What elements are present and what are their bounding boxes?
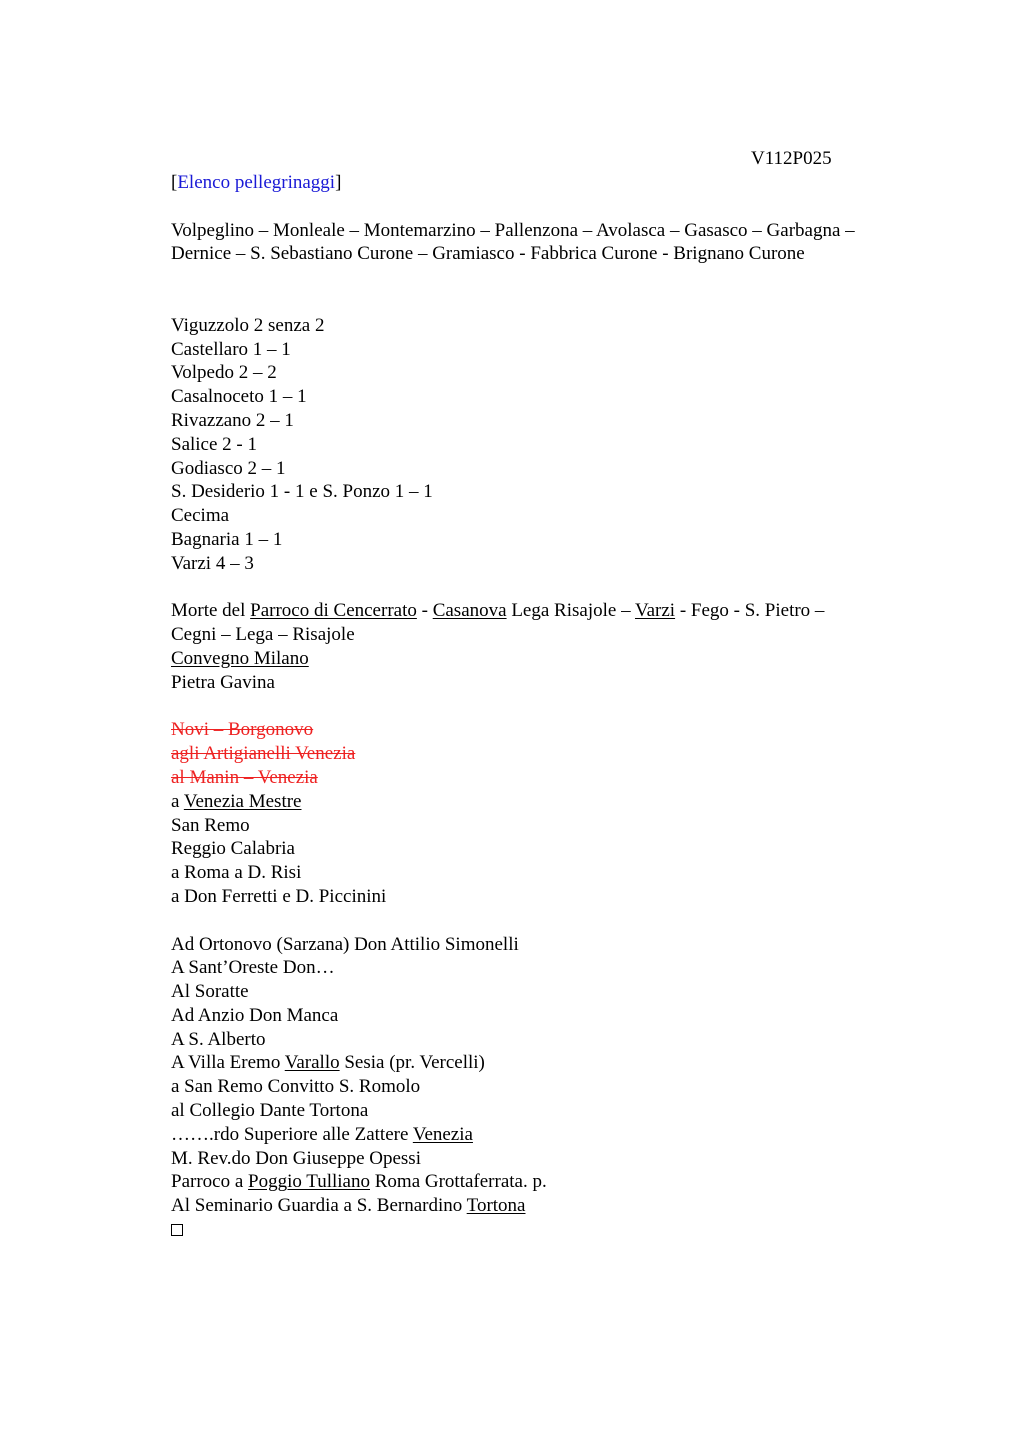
struck-item: agli Artigianelli Venezia <box>171 743 356 765</box>
list-item <box>171 1170 951 1194</box>
list-item: Salice 2 - 1 <box>171 433 258 455</box>
list-item: Ad Ortonovo (Sarzana) Don Attilio Simonelli <box>171 933 519 955</box>
heading-close-bracket: ] <box>335 172 342 193</box>
morte-text: Lega Risajole – <box>506 600 635 622</box>
underlined-place: Venezia <box>412 1123 473 1145</box>
list-item: Castellaro 1 – 1 <box>171 338 291 360</box>
underlined-place: Tortona <box>466 1195 526 1217</box>
morte-text: - Fego - S. Pietro – <box>675 600 825 622</box>
intro-line-1: Volpeglino – Monleale – Montemarzino – Pallenzona – Avolasca – Gasasco – Garbagna – <box>171 219 855 241</box>
morte-line-2: Cegni – Lega – Risajole <box>171 624 355 646</box>
underlined-place: Venezia Mestre <box>183 790 302 812</box>
underlined-place: Casanova <box>432 600 507 622</box>
underlined-place: Varzi <box>634 600 676 622</box>
list-item: Volpedo 2 – 2 <box>171 362 277 384</box>
list-item: Rivazzano 2 – 1 <box>171 409 294 431</box>
underlined-place: Convegno Milano <box>171 647 309 669</box>
document-heading <box>171 171 951 195</box>
list-item: a San Remo Convitto S. Romolo <box>171 1076 421 1098</box>
list-item <box>171 1051 951 1075</box>
list-item: Viguzzolo 2 senza 2 <box>171 314 325 336</box>
list-item: Godiasco 2 – 1 <box>171 457 286 479</box>
item-text: Parroco a <box>171 1171 249 1193</box>
morte-text: Morte del <box>171 600 251 622</box>
checkbox-line <box>171 1218 951 1243</box>
heading-title: Elenco pellegrinaggi <box>177 172 336 193</box>
underlined-place: Parroco di Cencerrato <box>250 600 417 622</box>
venezia-prefix: a <box>171 790 184 812</box>
underlined-place: Varallo <box>284 1052 340 1074</box>
list-item: Cecima <box>171 505 230 527</box>
list-item: San Remo <box>171 814 250 836</box>
underlined-place: Poggio Tulliano <box>248 1171 370 1193</box>
spacer <box>171 266 951 314</box>
heading-open-bracket: [ <box>171 172 178 193</box>
spacer <box>171 195 951 219</box>
item-text: …….rdo Superiore alle Zattere <box>171 1123 413 1145</box>
document-body <box>171 171 951 1243</box>
list-item: Bagnaria 1 – 1 <box>171 528 283 550</box>
morte-text: - <box>416 600 433 622</box>
list-item <box>171 1194 951 1218</box>
checkbox-icon <box>171 1224 183 1236</box>
morte-line <box>171 599 951 623</box>
list-item: a Roma a D. Risi <box>171 862 302 884</box>
item-text: Al Seminario Guardia a S. Bernardino <box>171 1195 467 1217</box>
list-item: A S. Alberto <box>171 1028 266 1050</box>
pietra-line: Pietra Gavina <box>171 671 275 693</box>
list-item: Reggio Calabria <box>171 838 295 860</box>
list-item: S. Desiderio 1 - 1 e S. Ponzo 1 – 1 <box>171 481 433 503</box>
spacer <box>171 909 951 933</box>
item-text: Roma Grottaferrata. p. <box>370 1171 547 1193</box>
item-text: A Villa Eremo <box>171 1052 285 1074</box>
list-item: Casalnoceto 1 – 1 <box>171 386 307 408</box>
list-item: M. Rev.do Don Giuseppe Opessi <box>171 1147 421 1169</box>
struck-item: al Manin – Venezia <box>171 766 318 788</box>
list-item: Ad Anzio Don Manca <box>171 1004 339 1026</box>
spacer <box>171 695 951 719</box>
list-item: al Collegio Dante Tortona <box>171 1100 369 1122</box>
list-item <box>171 1123 951 1147</box>
list-item: a Don Ferretti e D. Piccinini <box>171 885 387 907</box>
item-text: Sesia (pr. Vercelli) <box>339 1052 485 1074</box>
intro-line-2: Dernice – S. Sebastiano Curone – Gramiasco - Fabbrica Curone - Brignano Curone <box>171 243 805 265</box>
document-id: V112P025 <box>751 148 832 169</box>
struck-item: Novi – Borgonovo <box>171 719 314 741</box>
list-item: A Sant’Oreste Don… <box>171 957 335 979</box>
list-item: Al Soratte <box>171 981 249 1003</box>
spacer <box>171 576 951 600</box>
venezia-line <box>171 790 951 814</box>
list-item: Varzi 4 – 3 <box>171 552 254 574</box>
convegno-line <box>171 647 951 671</box>
